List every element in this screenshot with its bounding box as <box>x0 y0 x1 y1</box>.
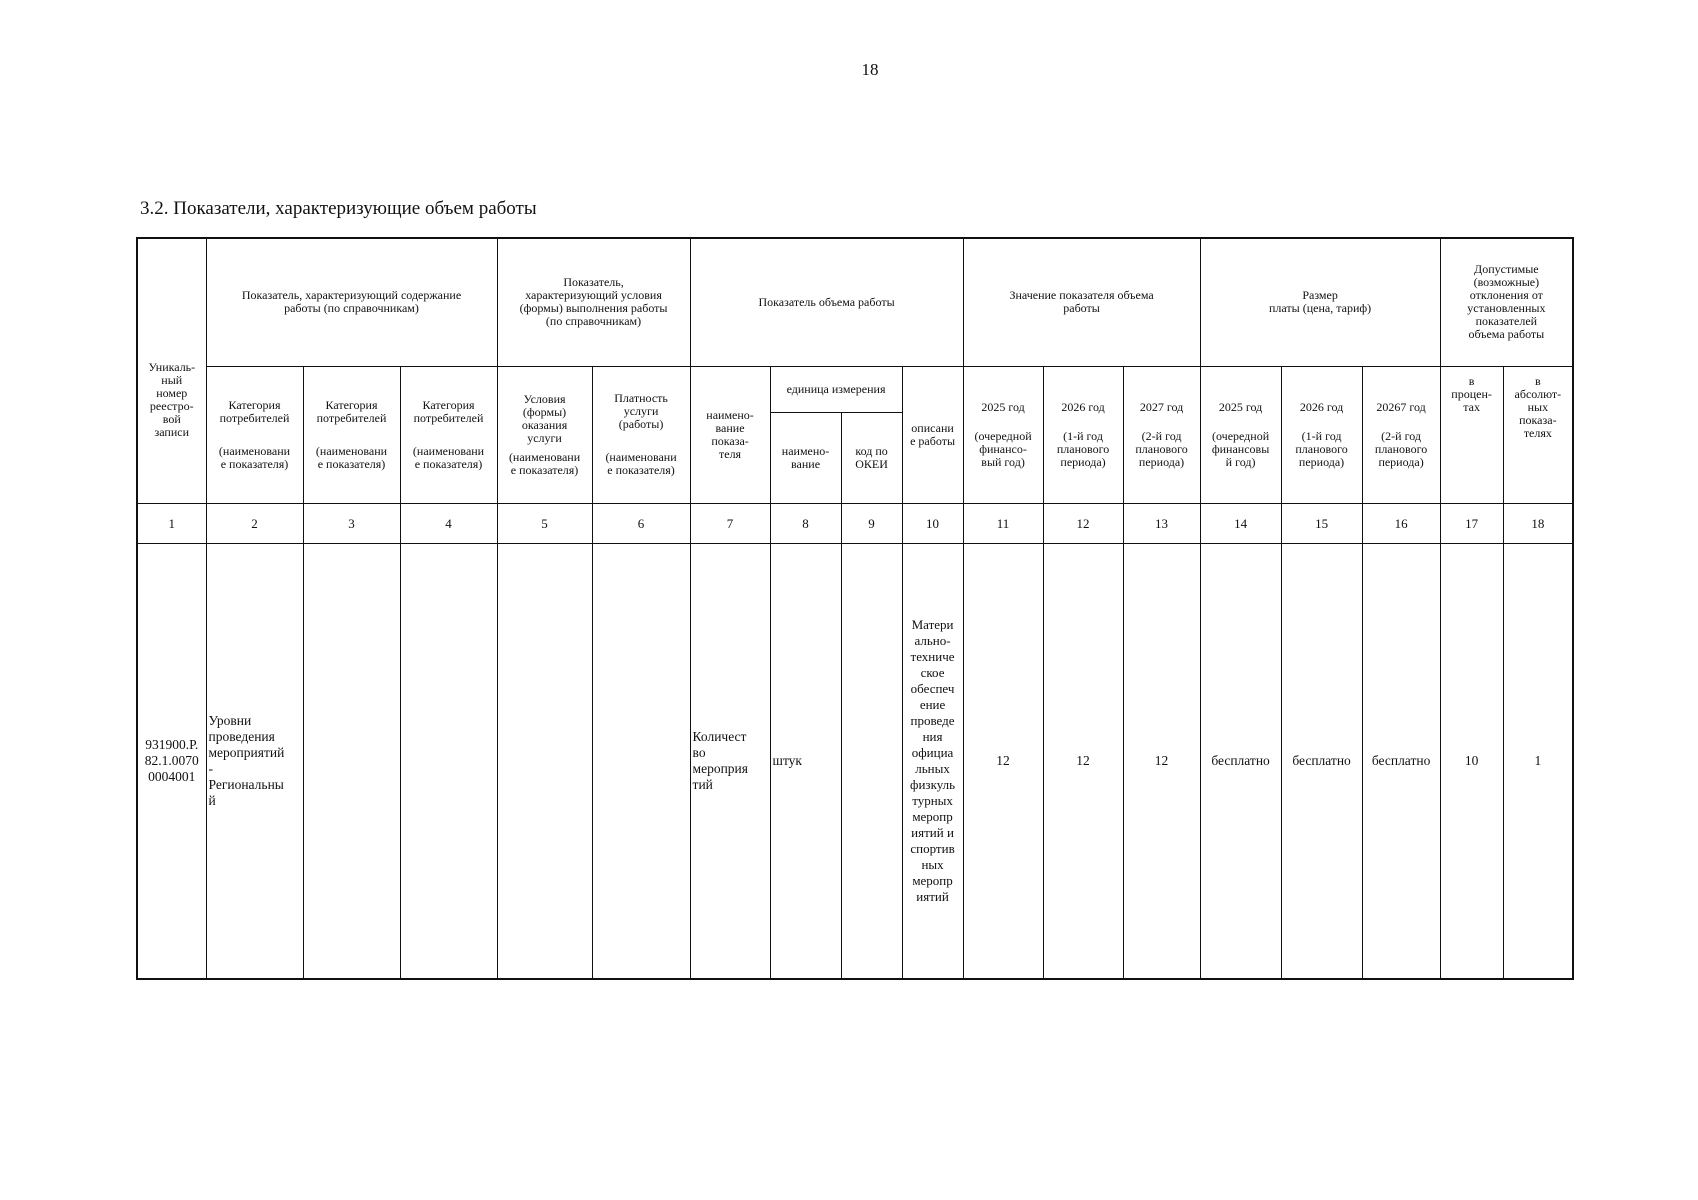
section-title: 3.2. Показатели, характеризующие объем работы <box>140 198 537 219</box>
column-number: 14 <box>1200 503 1281 543</box>
fee-2026: бесплатно <box>1292 752 1351 768</box>
work-description-value: Матери ально- техниче ское обеспеч ение проведе ния официа льных физкуль турных меропр иятий и спортив ных меропр иятий <box>910 616 956 904</box>
work-volume-table <box>136 237 1574 980</box>
header-row-1 <box>137 238 1573 366</box>
unit-header <box>770 366 902 412</box>
conditions-indicator-header-text: Показатель, характеризующий условия (формы) выполнения работы (по справочникам) <box>519 275 668 329</box>
value-2026-cell <box>1043 543 1123 979</box>
value-2027-header-sub: (2-й год планового периода) <box>1135 428 1188 469</box>
value-2026-header <box>1043 366 1123 503</box>
volume-indicator-header-text: Показатель объема работы <box>758 294 895 309</box>
work-volume-table-wrapper <box>136 237 1574 980</box>
category-header-1-text: Категория потребителей <box>219 397 290 425</box>
indicator-name-value: Количест во мероприя тий <box>692 728 748 792</box>
column-number: 8 <box>770 503 841 543</box>
column-number: 18 <box>1503 503 1573 543</box>
value-2025-cell <box>963 543 1043 979</box>
registry-number-header-text: Уникаль- ный номер реестро- вой записи <box>148 360 196 440</box>
fee-2026-cell <box>1281 543 1362 979</box>
value-2026-header-year: 2026 год <box>1061 399 1105 414</box>
value-2027-header <box>1123 366 1200 503</box>
category-header-2 <box>303 366 400 503</box>
unit-header-text: единица измерения <box>786 381 886 396</box>
column-numbers-row <box>137 503 1573 543</box>
volume-indicator-header <box>690 238 963 366</box>
column-number: 6 <box>592 503 690 543</box>
column-number: 9 <box>841 503 902 543</box>
registry-number-header <box>137 238 206 503</box>
payment-header-text: Платность услуги (работы) <box>614 391 668 431</box>
category-header-2-sub: (наименовани е показателя) <box>315 443 388 471</box>
fee-header-text: Размер платы (цена, тариф) <box>1269 288 1372 316</box>
deviation-percent-header-text: в процен- тах <box>1451 373 1492 414</box>
deviation-percent-header <box>1440 366 1503 503</box>
deviation-absolute-header <box>1503 366 1573 503</box>
fee-2025-header <box>1200 366 1281 503</box>
value-2026: 12 <box>1076 752 1090 768</box>
category-cell-2 <box>303 543 400 979</box>
conditions-header <box>497 366 592 503</box>
okei-code-cell <box>841 543 902 979</box>
fee-2027-header-sub: (2-й год планового периода) <box>1374 428 1428 469</box>
work-description-header-text: описани е работы <box>910 420 955 448</box>
column-number: 2 <box>206 503 303 543</box>
payment-header-sub: (наименовани е показателя) <box>605 450 677 477</box>
fee-header <box>1200 238 1440 366</box>
fee-2026-header-year: 2026 год <box>1299 399 1344 414</box>
header-row-2 <box>137 366 1573 412</box>
column-number: 3 <box>303 503 400 543</box>
payment-header <box>592 366 690 503</box>
value-2026-header-sub: (1-й год планового периода) <box>1056 428 1110 469</box>
category-header-3-text: Категория потребителей <box>413 397 484 425</box>
work-description-cell <box>902 543 963 979</box>
column-number: 12 <box>1043 503 1123 543</box>
deviation-absolute-cell <box>1503 543 1573 979</box>
column-number: 13 <box>1123 503 1200 543</box>
registry-number-value: 931900.Р. 82.1.0070 0004001 <box>144 736 199 784</box>
column-number: 15 <box>1281 503 1362 543</box>
category-header-3 <box>400 366 497 503</box>
column-number: 5 <box>497 503 592 543</box>
value-2027: 12 <box>1154 752 1169 768</box>
okei-code-header <box>841 412 902 503</box>
fee-2027-cell <box>1362 543 1440 979</box>
category-header-3-sub: (наименовани е показателя) <box>412 443 485 471</box>
payment-cell <box>592 543 690 979</box>
deviation-absolute-header-text: в абсолют- ных показа- телях <box>1514 373 1562 440</box>
content-indicator-header-text: Показатель, характеризующий содержание работы (по справочникам) <box>241 288 462 316</box>
indicator-name-header-text: наимено- вание показа- теля <box>706 407 754 461</box>
volume-value-header <box>963 238 1200 366</box>
conditions-cell <box>497 543 592 979</box>
table-row <box>137 543 1573 979</box>
column-number: 7 <box>690 503 770 543</box>
fee-2025-header-sub: (очередной финансовы й год) <box>1211 428 1270 469</box>
volume-value-header-text: Значение показателя объема работы <box>1009 288 1154 316</box>
fee-2025-header-year: 2025 год <box>1218 399 1263 414</box>
conditions-header-text: Условия (формы) оказания услуги <box>521 391 568 445</box>
unit-name-header-text: наимено- вание <box>781 443 830 471</box>
value-2025-header <box>963 366 1043 503</box>
fee-2026-header <box>1281 366 1362 503</box>
category-cell-3 <box>400 543 497 979</box>
column-number: 17 <box>1440 503 1503 543</box>
page-number: 18 <box>861 60 879 79</box>
deviation-percent: 10 <box>1464 752 1479 768</box>
category-header-1-sub: (наименовани е показателя) <box>218 443 291 471</box>
indicator-name-header <box>690 366 770 503</box>
category-header-1 <box>206 366 303 503</box>
registry-number-cell <box>137 543 206 979</box>
fee-2026-header-sub: (1-й год планового периода) <box>1295 428 1348 469</box>
conditions-header-sub: (наименовани е показателя) <box>508 449 581 477</box>
column-number: 4 <box>400 503 497 543</box>
value-2025: 12 <box>996 752 1010 768</box>
column-number: 10 <box>902 503 963 543</box>
value-2025-header-sub: (очередной финансо- вый год) <box>974 428 1032 469</box>
work-description-header <box>902 366 963 503</box>
deviation-header <box>1440 238 1573 366</box>
okei-code-header-text: код по ОКЕИ <box>855 443 888 471</box>
unit-name-cell <box>770 543 841 979</box>
column-number: 11 <box>963 503 1043 543</box>
column-number: 16 <box>1362 503 1440 543</box>
fee-2027: бесплатно <box>1371 752 1431 768</box>
fee-2025: бесплатно <box>1211 752 1270 768</box>
fee-2027-header-year: 20267 год <box>1376 399 1426 414</box>
category-header-2-text: Категория потребителей <box>316 397 387 425</box>
fee-2027-header <box>1362 366 1440 503</box>
deviation-header-text: Допустимые (возможные) отклонения от установленных показателей объема работы <box>1467 262 1546 342</box>
category-cell-1 <box>206 543 303 979</box>
deviation-percent-cell <box>1440 543 1503 979</box>
deviation-absolute: 1 <box>1534 752 1542 768</box>
unit-name-header <box>770 412 841 503</box>
category-value: Уровни проведения мероприятий - Региональны й <box>208 712 285 808</box>
value-2025-header-year: 2025 год <box>981 399 1025 414</box>
indicator-name-cell <box>690 543 770 979</box>
column-number: 1 <box>137 503 206 543</box>
fee-2025-cell <box>1200 543 1281 979</box>
content-indicator-header <box>206 238 497 366</box>
value-2027-header-year: 2027 год <box>1139 399 1184 414</box>
conditions-indicator-header <box>497 238 690 366</box>
value-2027-cell <box>1123 543 1200 979</box>
unit-name-value: штук <box>772 752 802 768</box>
